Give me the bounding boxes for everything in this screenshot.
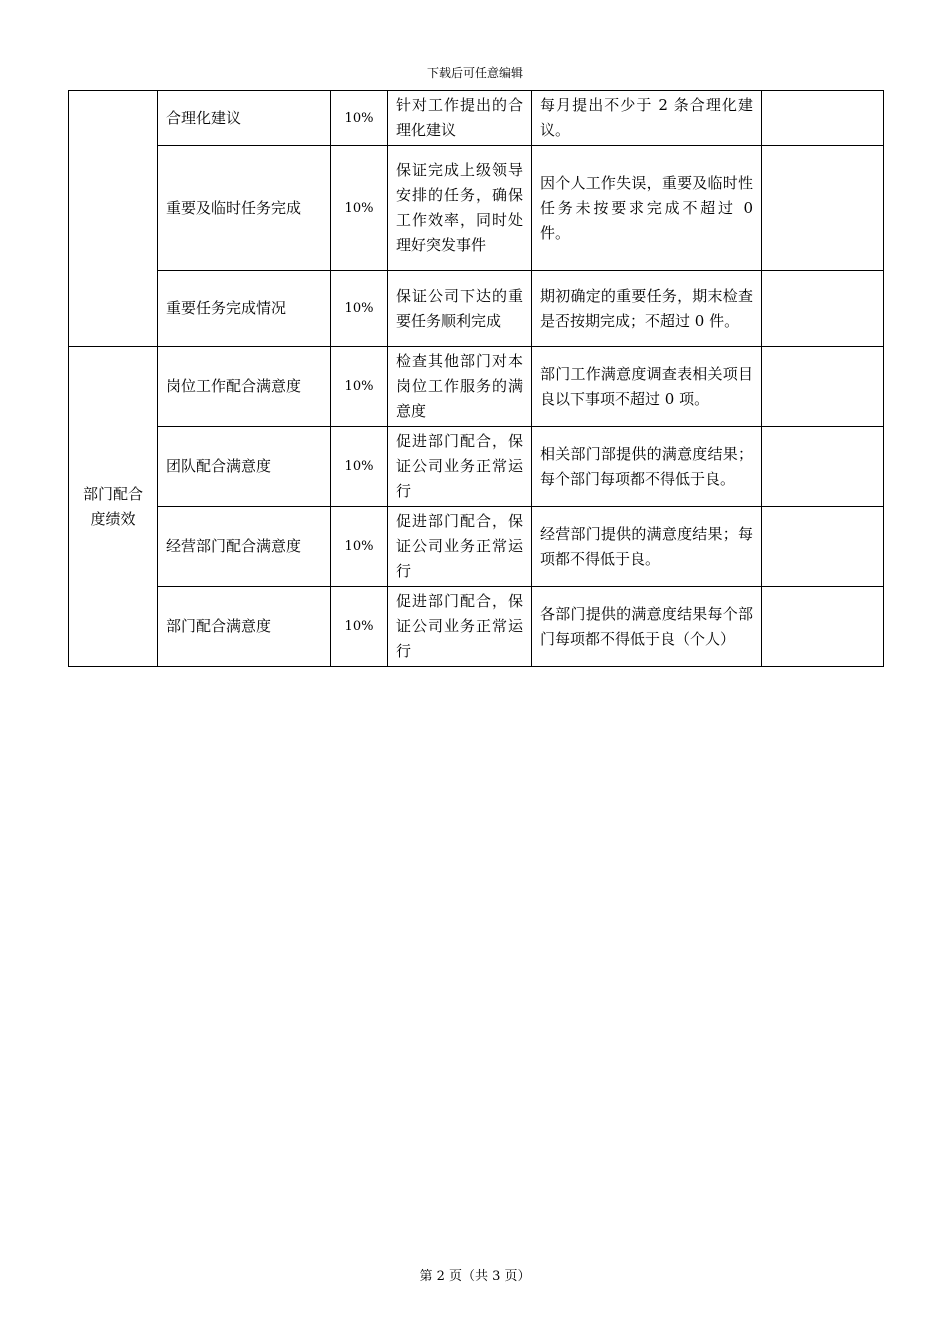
- indicator-name: 重要任务完成情况: [158, 271, 331, 347]
- table-row: [69, 507, 884, 587]
- weight-cell: 10%: [331, 91, 388, 146]
- indicator-name: 经营部门配合满意度: [158, 507, 331, 587]
- goal-cell: 保证完成上级领导安排的任务，确保工作效率，同时处理好突发事件: [388, 146, 532, 271]
- weight-cell: 10%: [331, 146, 388, 271]
- table-row: [69, 91, 884, 146]
- table-row: [69, 146, 884, 271]
- goal-cell: 促进部门配合，保证公司业务正常运行: [388, 587, 532, 667]
- weight-cell: 10%: [331, 587, 388, 667]
- group-cell: 部门配合度绩效: [69, 347, 158, 667]
- goal-cell: 针对工作提出的合理化建议: [388, 91, 532, 146]
- standard-cell: 因个人工作失误，重要及临时性任务未按要求完成不超过 0 件。: [532, 146, 762, 271]
- remark-cell: [762, 507, 884, 587]
- remark-cell: [762, 271, 884, 347]
- indicator-name: 部门配合满意度: [158, 587, 331, 667]
- standard-cell: 相关部门部提供的满意度结果；每个部门每项都不得低于良。: [532, 427, 762, 507]
- goal-cell: 保证公司下达的重要任务顺利完成: [388, 271, 532, 347]
- remark-cell: [762, 427, 884, 507]
- remark-cell: [762, 91, 884, 146]
- header-note: 下载后可任意编辑: [426, 66, 523, 80]
- weight-cell: 10%: [331, 507, 388, 587]
- goal-cell: 促进部门配合，保证公司业务正常运行: [388, 507, 532, 587]
- page-number: 第 2 页（共 3 页）: [419, 1269, 531, 1284]
- standard-cell: 经营部门提供的满意度结果；每项都不得低于良。: [532, 507, 762, 587]
- standard-cell: 部门工作满意度调查表相关项目良以下事项不超过 0 项。: [532, 347, 762, 427]
- weight-cell: 10%: [331, 271, 388, 347]
- standard-cell: 每月提出不少于 2 条合理化建议。: [532, 91, 762, 146]
- remark-cell: [762, 587, 884, 667]
- indicator-name: 合理化建议: [158, 91, 331, 146]
- remark-cell: [762, 347, 884, 427]
- goal-cell: 促进部门配合，保证公司业务正常运行: [388, 427, 532, 507]
- kpi-table: [68, 90, 884, 667]
- indicator-name: 团队配合满意度: [158, 427, 331, 507]
- standard-cell: 各部门提供的满意度结果每个部门每项都不得低于良（个人）: [532, 587, 762, 667]
- indicator-name: 岗位工作配合满意度: [158, 347, 331, 427]
- group-cell: [69, 91, 158, 347]
- goal-cell: 检查其他部门对本岗位工作服务的满意度: [388, 347, 532, 427]
- standard-cell: 期初确定的重要任务，期末检查是否按期完成；不超过 0 件。: [532, 271, 762, 347]
- indicator-name: 重要及临时任务完成: [158, 146, 331, 271]
- table-row: [69, 271, 884, 347]
- remark-cell: [762, 146, 884, 271]
- weight-cell: 10%: [331, 427, 388, 507]
- weight-cell: 10%: [331, 347, 388, 427]
- table-row: [69, 427, 884, 507]
- table-row: [69, 347, 884, 427]
- table-row: [69, 587, 884, 667]
